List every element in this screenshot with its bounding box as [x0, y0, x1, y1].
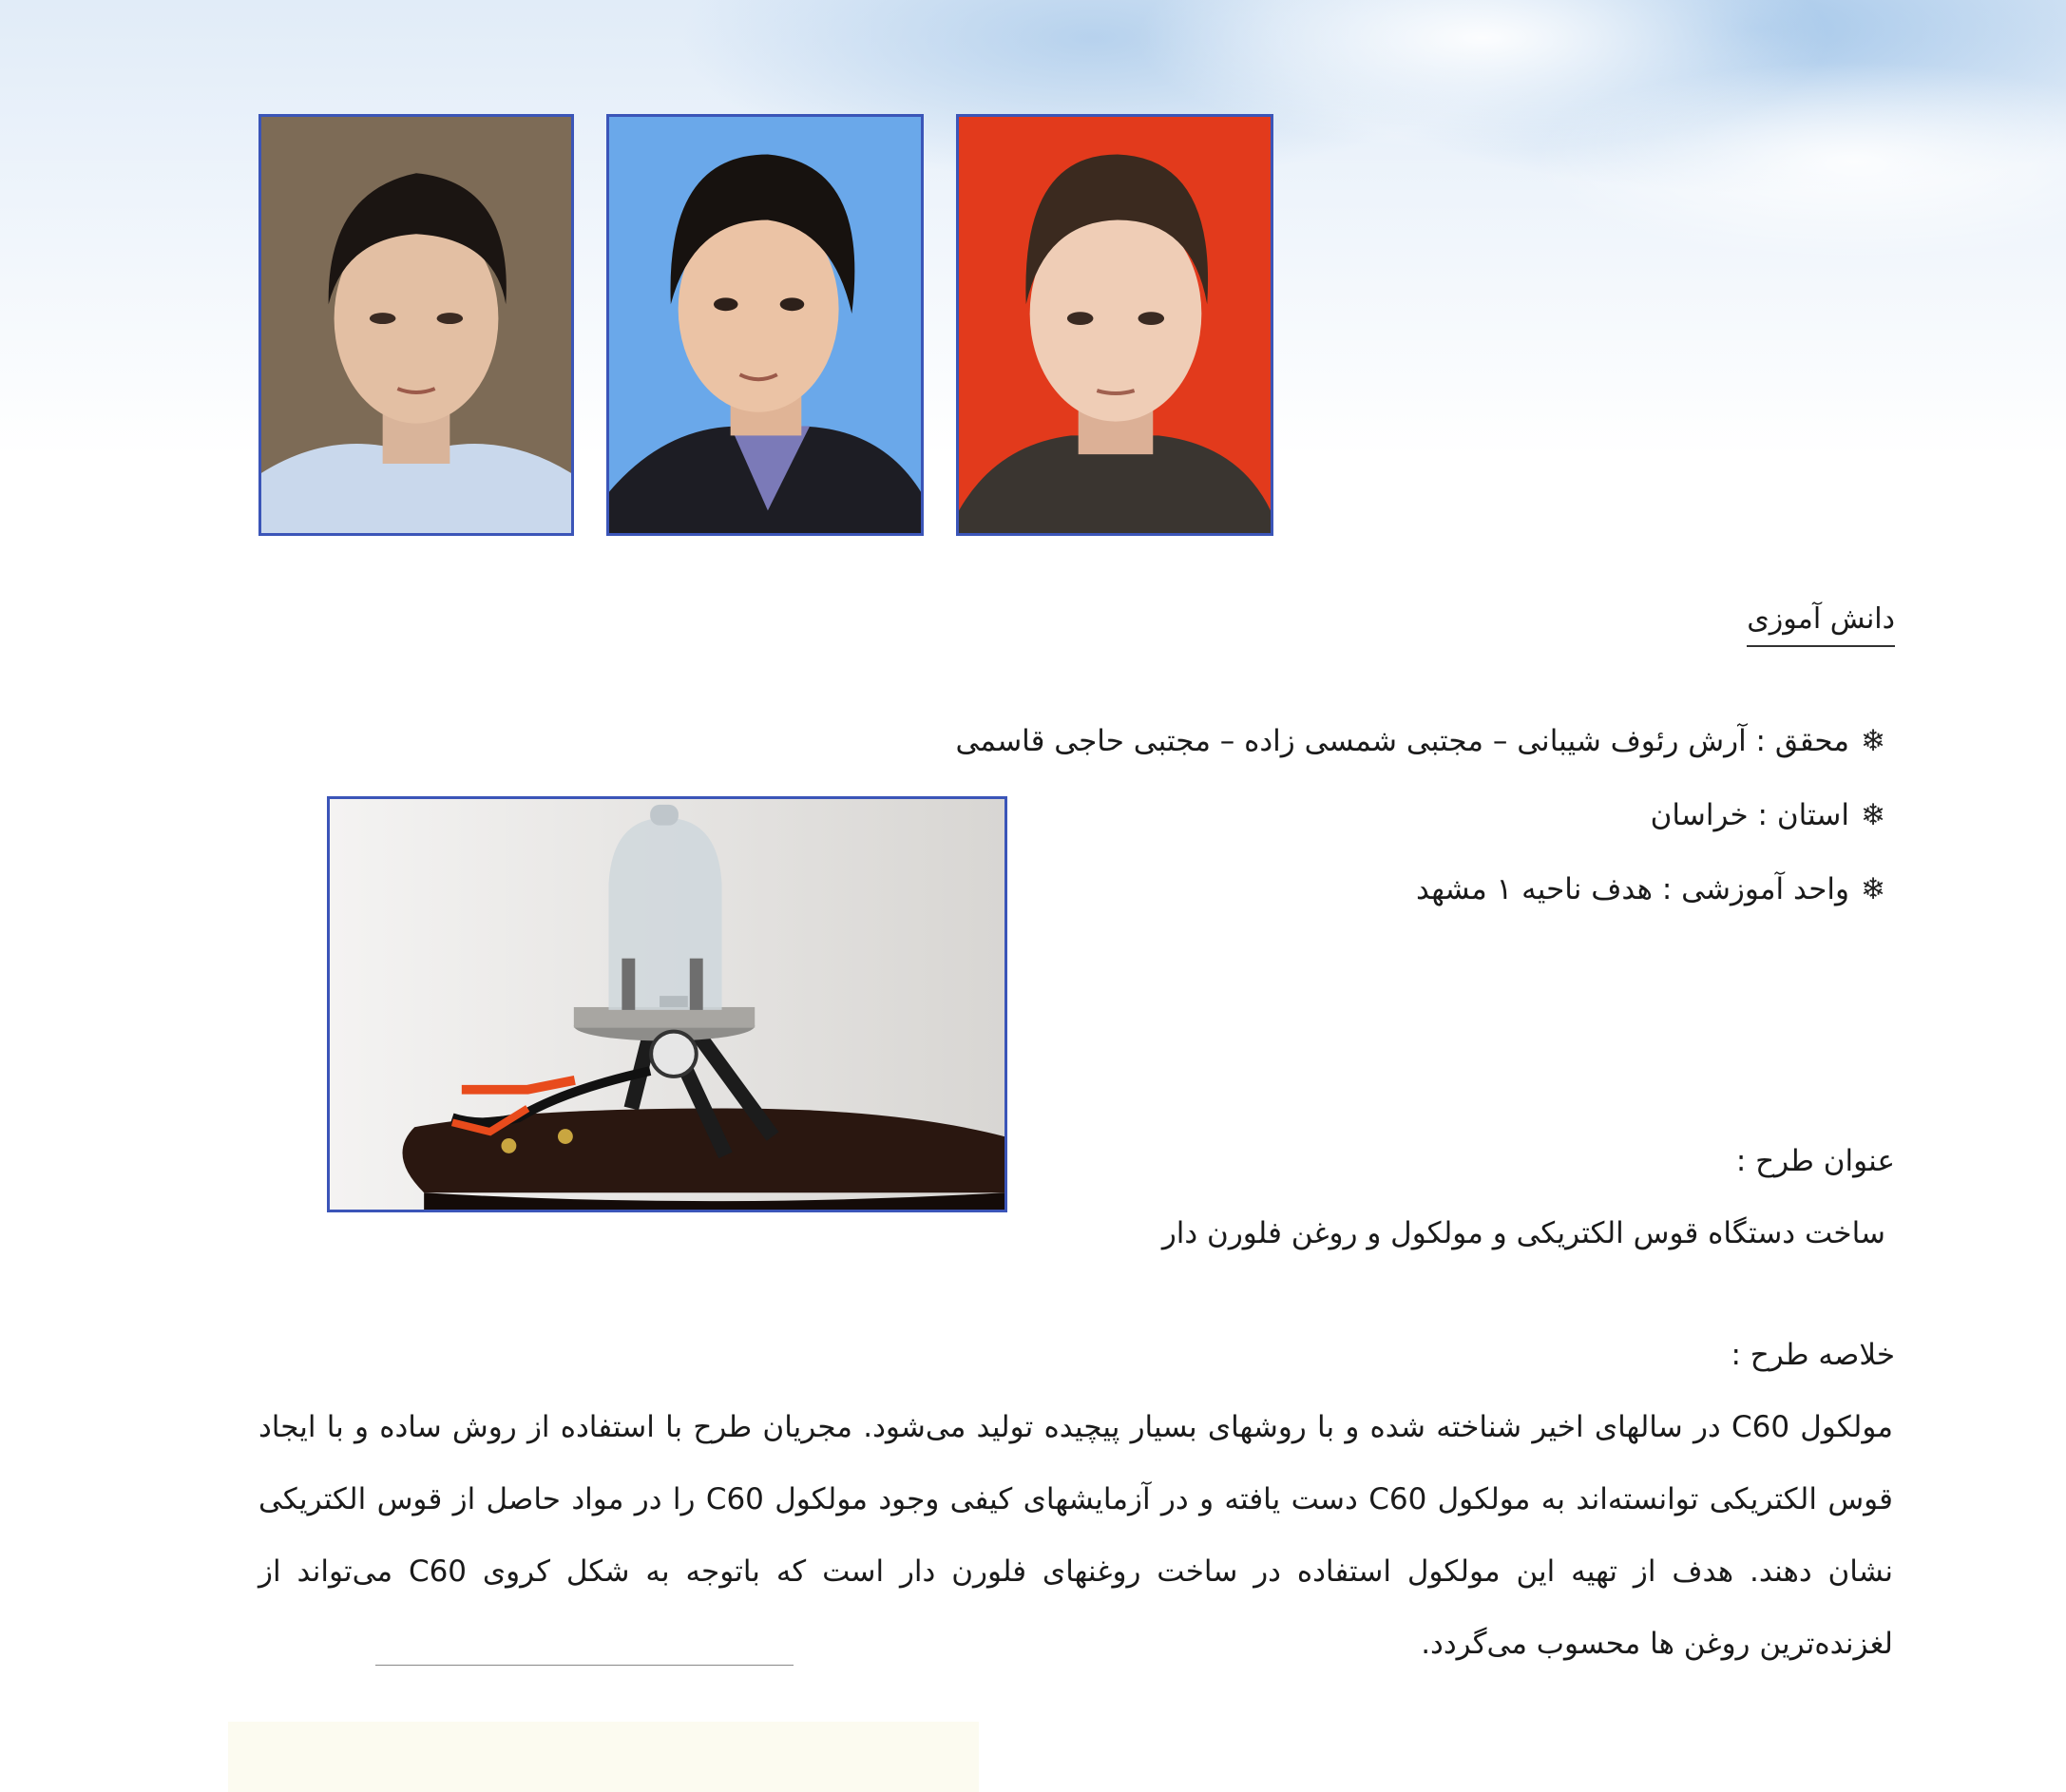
apparatus-photo — [327, 796, 1007, 1212]
snowflake-icon: ❄ — [1861, 872, 1885, 906]
portrait-photo-2 — [606, 114, 924, 536]
portrait-photo-3 — [956, 114, 1273, 536]
researcher-line — [955, 724, 1885, 758]
section-title: دانش آموزی — [1747, 602, 1895, 647]
school-line — [1416, 872, 1885, 906]
portrait-photo-1 — [258, 114, 574, 536]
divider-line — [375, 1665, 794, 1666]
school-text: واحد آموزشی : هدف ناحیه ۱ مشهد — [1415, 872, 1850, 906]
snowflake-icon: ❄ — [1861, 798, 1885, 832]
summary-text: مولکول C60 در سالهای اخیر شناخته شده و با روشهای بسیار پیچیده تولید می‌شود. مجریان طرح با استفاده از روش ساده و با ایجاد قوس الکتریکی توانسته‌اند به مولکول C60 دست یافته و در آزمایشهای کیفی وجود مولکول C60 را در مواد حاصل از قوس الکتریکی نشان دهند. هدف از تهیه این مولکول استفاده در ساخت روغنهای فلورن دار است که باتوجه به شکل کروی C60 می‌تواند از لغزنده‌ترین روغن ها محسوب می‌گردد. — [258, 1410, 1894, 1661]
project-title-label: عنوان طرح : — [1735, 1144, 1895, 1178]
snowflake-icon: ❄ — [1861, 724, 1885, 758]
province-text: استان : خراسان — [1650, 798, 1850, 832]
summary-label: خلاصه طرح : — [1731, 1338, 1895, 1372]
researcher-text: محقق : آرش رئوف شیبانی – مجتبی شمسی زاده – مجتبی حاجی قاسمی — [955, 724, 1850, 758]
project-title: ساخت دستگاه قوس الکتریکی و مولکول و روغن فلورن دار — [1161, 1216, 1885, 1250]
province-line — [1651, 798, 1885, 832]
paper-tint — [228, 1722, 979, 1792]
